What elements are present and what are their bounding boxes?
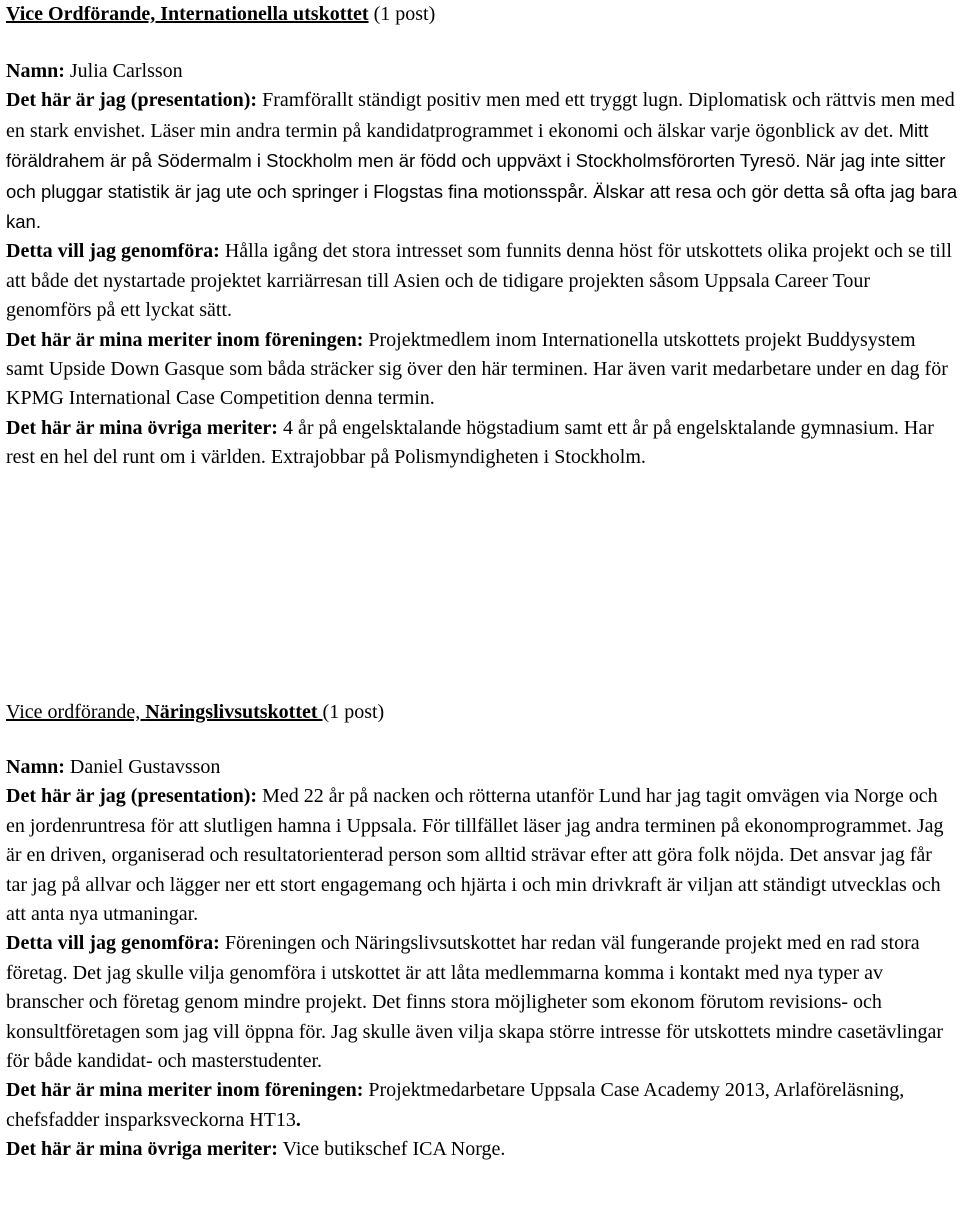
name-value: Daniel Gustavsson (64, 756, 221, 778)
association-merits-text: Projektmedlem inom Internationella utskottets projekt Buddysystem samt Upside Down Gasque som båda sträcker sig över den här terminen. Har även varit medarbetare under en dag för KPMG International Case Competition denna termin. (6, 328, 948, 410)
other-merits-paragraph (6, 1135, 958, 1164)
other-merits-label: Det här är mina övriga meriter: (6, 416, 278, 439)
goals-label: Detta vill jag genomföra: (6, 240, 220, 263)
section-title-main (6, 701, 323, 723)
goals-paragraph (6, 237, 958, 325)
section-title-international (6, 0, 435, 28)
section-title-post-count: (1 post) (322, 701, 385, 723)
section-title-post-count: (1 post) (368, 3, 436, 25)
goals-text: Hålla igång det stora intresset som funnits denna höst för utskottets olika projekt och se till att både det nystartade projektet karriärresan till Asien och de tidigare projekten såsom Uppsala Career Tour genomförs på ett lyckat sätt. (6, 240, 952, 322)
presentation-paragraph (6, 86, 958, 237)
association-merits-paragraph (6, 326, 958, 414)
goals-text: Föreningen och Näringslivsutskottet har redan väl fungerande projekt med en rad stora företag. Det jag skulle vilja genomföra i utskottet är att låta medlemmarna komma i kontakt med nya typer av branscher och företag genom mindre projekt. Det finns stora möjligheter som ekonom förutom revisions- och konsultföretagen som jag vill öppna för. Jag skulle även vilja skapa större intresse för utskottets mindre casetävlingar för både kandidat- och masterstudenter. (6, 932, 943, 1073)
presentation-text: Med 22 år på nacken och rötterna utanför Lund har jag tagit omvägen via Norge och en jordenruntresa för att slutligen hamna i Uppsala. För tillfället läser jag andra terminen på ekonomprogrammet. Jag är en driven, organiserad och resultatorienterad person som alltid strävar efter att göra folk nöjda. Det ansvar jag får tar jag på allvar och lägger ner ett stort engagemang och hjärta i och min drivkraft är viljan att ständigt utvecklas och att anta nya utmaningar. (6, 785, 944, 926)
other-merits-text: 4 år på engelsktalande högstadium samt ett år på engelsktalande gymnasium. Har rest en hel del runt om i världen. Extrajobbar på Polismyndigheten i Stockholm. (6, 416, 934, 469)
goals-label: Detta vill jag genomföra: (6, 932, 220, 955)
presentation-text-continued: Mitt föräldrahem är på Södermalm i Stockholm men är född och uppväxt i Stockholmsförorten Tyresö. När jag inte sitter och pluggar statistik är jag ute och springer i Flogstas fina motionsspår. Älskar att resa och gör detta så ofta jag bara kan. (6, 119, 958, 233)
association-merits-end: . (295, 1108, 301, 1131)
other-merits-text: Vice butikschef ICA Norge. (277, 1138, 506, 1161)
association-merits-paragraph (6, 1076, 958, 1135)
section-title-part-b: Näringslivsutskottet (145, 701, 323, 723)
presentation-text: Framförallt ständigt positiv men med ett tryggt lugn. Diplomatisk och rättvis men med en stark envishet. Läser min andra termin på kandidatprogrammet i ekonomi och älskar varje ögonblick av det. (6, 89, 955, 142)
other-merits-paragraph (6, 414, 958, 473)
name-line (6, 57, 958, 86)
section-title-main: Vice Ordförande, Internationella utskottet (6, 3, 369, 25)
presentation-paragraph (6, 782, 958, 929)
association-merits-label: Det här är mina meriter inom föreningen: (6, 328, 364, 351)
goals-paragraph (6, 929, 958, 1076)
association-merits-label: Det här är mina meriter inom föreningen: (6, 1079, 364, 1102)
section-title-business (6, 698, 384, 726)
presentation-label: Det här är jag (presentation): (6, 89, 258, 112)
candidate-block-julia (6, 57, 958, 473)
name-label: Namn: (6, 60, 65, 82)
name-value: Julia Carlsson (64, 60, 183, 82)
association-merits-text: Projektmedarbetare Uppsala Case Academy 2013, Arlaföreläsning, chefsfadder insparksveckorna HT13 (6, 1079, 905, 1131)
name-label: Namn: (6, 756, 65, 778)
section-title-part-a: Vice ordförande, (6, 701, 146, 723)
presentation-label: Det här är jag (presentation): (6, 785, 258, 808)
name-line (6, 753, 958, 782)
other-merits-label: Det här är mina övriga meriter: (6, 1138, 278, 1161)
candidate-block-daniel (6, 753, 958, 1165)
